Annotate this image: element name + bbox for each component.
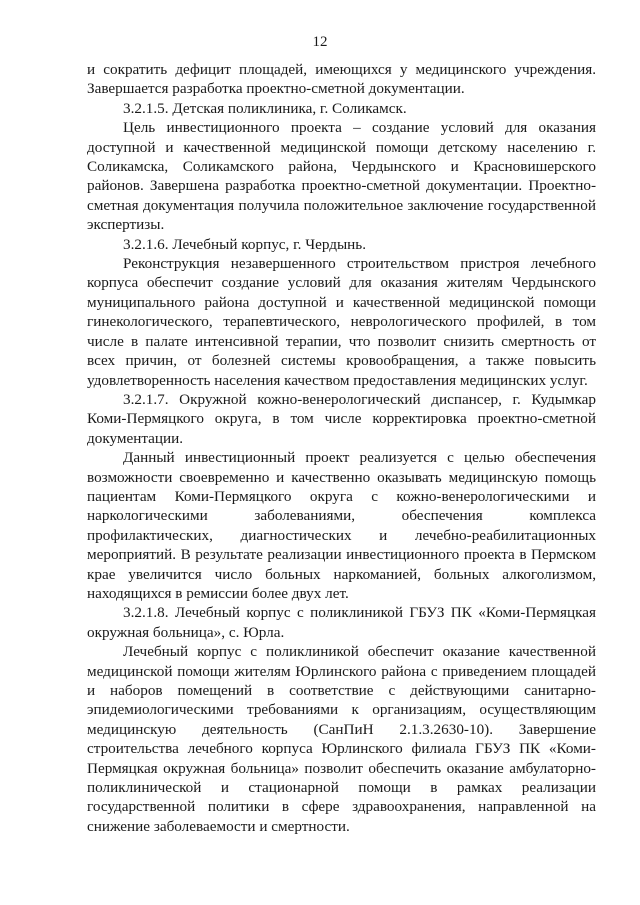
section-heading-3-2-1-8: 3.2.1.8. Лечебный корпус с поликлиникой ГБУЗ ПК «Коми-Пермяцкая окружная больница», с. Юрла. [87,604,596,641]
paragraph: Реконструкция незавершенного строительством пристроя лечебного корпуса обеспечит создание условий для оказания жителям Чердынского муниципального района доступной и качественной медицинской помощи гинекологического, терапевтического, неврологического профилей, в том числе в палате интенсивной терапии, что позволит снизить смертность от всех причин, от болезней системы кровообращения, а также повысить удовлетворенность населения качеством предоставления медицинских услуг. [87,255,596,389]
section-heading-3-2-1-6: 3.2.1.6. Лечебный корпус, г. Чердынь. [123,235,367,253]
page-number: 12 [312,34,328,50]
paragraph: Цель инвестиционного проекта – создание условий для оказания доступной и качественной медицинской помощи детскому населению г. Соликамска, Соликамского района, Чердынского и Красновишерского районов. Завершена разработка проектно-сметной документации. Проектно-сметная документация получила положительное заключение государственной экспертизы. [87,119,596,234]
section-heading-3-2-1-5: 3.2.1.5. Детская поликлиника, г. Соликамск. [123,99,407,117]
section-heading-3-2-1-7: 3.2.1.7. Окружной кожно-венерологический диспансер, г. Кудымкар Коми-Пермяцкого округа, в том числе корректировка проектно-сметной документации. [87,390,596,447]
body-text [87,60,596,836]
paragraph: Лечебный корпус с поликлиникой обеспечит оказание качественной медицинской помощи жителям Юрлинского района с приведением площадей и наборов помещений в соответствие с действующими санитарно-эпидемиологическими требованиями к организациям, осуществляющим медицинскую деятельность (СанПиН 2.1.3.2630-10). Завершение строительства лечебного корпуса Юрлинского филиала ГБУЗ ПК «Коми-Пермяцкая окружная больница» позволит обеспечить оказание амбулаторно-поликлинической и стационарной помощи в рамках реализации государственной политики в сфере здравоохранения, направленной на снижение заболеваемости и смертности. [87,643,596,835]
paragraph-continuation: и сократить дефицит площадей, имеющихся у медицинского учреждения. Завершается разработка проектно-сметной документации. [87,61,596,98]
paragraph: Данный инвестиционный проект реализуется с целью обеспечения возможности своевременно и качественно оказывать медицинскую помощь пациентам Коми-Пермяцкого округа с кожно-венерологическими и наркологическими заболеваниями, обеспечения комплекса профилактических, диагностических и лечебно-реабилитационных мероприятий. В результате реализации инвестиционного проекта в Пермском крае увеличится число больных наркоманией, больных алкоголизмом, находящихся в ремиссии более двух лет. [87,449,596,602]
